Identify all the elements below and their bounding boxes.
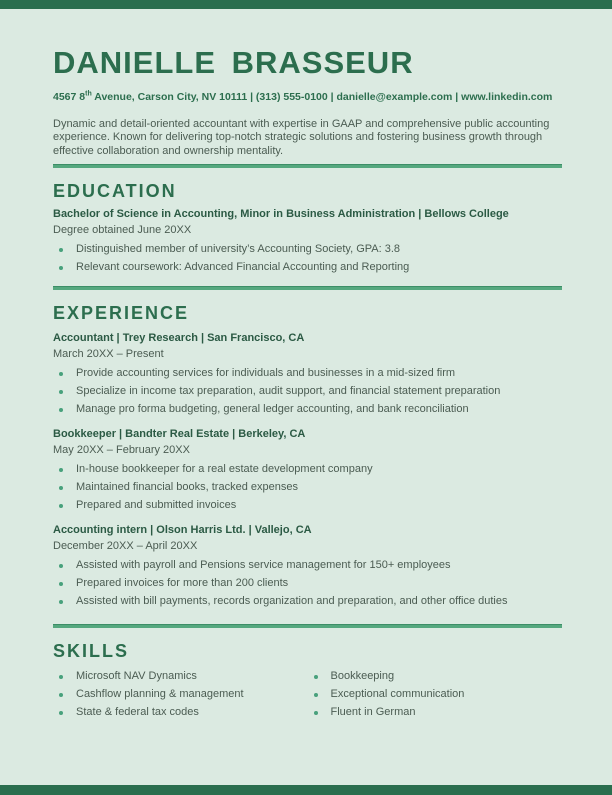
job-title: Accounting intern | Olson Harris Ltd. | Vallejo, CA — [53, 524, 312, 537]
bullet-text: Specialize in income tax preparation, audit support, and financial statement preparation — [76, 385, 501, 398]
top-accent-bar — [0, 0, 612, 9]
list-item — [59, 403, 562, 416]
bullet-text: Provide accounting services for individuals and businesses in a mid-sized firm — [76, 367, 456, 380]
list-item — [314, 706, 563, 719]
bullet-text: Maintained financial books, tracked expenses — [76, 481, 298, 494]
bullet-text: Manage pro forma budgeting, general ledger accounting, and bank reconciliation — [76, 403, 469, 416]
bullet-dot-icon — [59, 390, 63, 394]
list-item — [59, 670, 308, 683]
bullet-dot-icon — [314, 693, 318, 697]
bullet-dot-icon — [59, 408, 63, 412]
experience-entry — [53, 428, 562, 512]
job-bullet-list — [53, 463, 562, 512]
contact-address-part: 4567 8 — [53, 91, 86, 103]
list-item — [59, 559, 562, 572]
bullet-dot-icon — [59, 504, 63, 508]
bottom-accent-bar — [0, 785, 612, 795]
bullet-dot-icon — [59, 693, 63, 697]
bullet-dot-icon — [59, 468, 63, 472]
bullet-dot-icon — [314, 675, 318, 679]
job-bullet-list — [53, 367, 562, 416]
section-title-skills: SKILLS — [53, 641, 130, 662]
bullet-text: Prepared and submitted invoices — [76, 499, 237, 512]
list-item — [314, 688, 563, 701]
list-item — [314, 670, 563, 683]
section-divider — [53, 164, 562, 168]
list-item — [59, 688, 308, 701]
bullet-text: Relevant coursework: Advanced Financial Accounting and Reporting — [76, 261, 410, 274]
contact-ordinal-sup: th — [85, 90, 92, 98]
section-title-experience: EXPERIENCE — [53, 303, 190, 324]
list-item — [59, 385, 562, 398]
bullet-dot-icon — [59, 248, 63, 252]
contact-rest: Avenue, Carson City, NV 10111 | (313) 555-0100 | danielle@example.com | www.linkedin.com — [91, 91, 553, 103]
section-divider — [53, 624, 562, 628]
bullet-text: Microsoft NAV Dynamics — [76, 670, 197, 683]
contact-line — [53, 91, 562, 104]
bullet-dot-icon — [59, 486, 63, 490]
bullet-text: Exceptional communication — [330, 688, 465, 701]
bullet-text: Cashflow planning & management — [76, 688, 244, 701]
skills-left-column — [53, 670, 308, 719]
list-item — [59, 367, 562, 380]
list-item — [59, 577, 562, 590]
job-dates: May 20XX – February 20XX — [53, 444, 190, 457]
list-item — [59, 481, 562, 494]
bullet-dot-icon — [314, 711, 318, 715]
bullet-text: In-house bookkeeper for a real estate development company — [76, 463, 373, 476]
bullet-dot-icon — [59, 564, 63, 568]
bullet-text: Distinguished member of university’s Accounting Society, GPA: 3.8 — [76, 243, 401, 256]
bullet-dot-icon — [59, 582, 63, 586]
job-bullet-list — [53, 559, 562, 608]
list-item — [59, 463, 562, 476]
bullet-text: Assisted with bill payments, records organization and preparation, and other office duties — [76, 595, 508, 608]
bullet-text: Bookkeeping — [330, 670, 395, 683]
education-degree-title: Bachelor of Science in Accounting, Minor in Business Administration | Bellows College — [53, 208, 509, 221]
section-divider — [53, 286, 562, 290]
bullet-text: Fluent in German — [330, 706, 416, 719]
education-date: Degree obtained June 20XX — [53, 224, 192, 237]
education-bullet-list — [53, 243, 562, 274]
skills-columns — [53, 670, 562, 719]
bullet-dot-icon — [59, 600, 63, 604]
experience-entry — [53, 524, 562, 608]
list-item — [59, 706, 308, 719]
bullet-text: Assisted with payroll and Pensions service management for 150+ employees — [76, 559, 451, 572]
section-title-education: EDUCATION — [53, 181, 177, 202]
job-title: Bookkeeper | Bandter Real Estate | Berkeley, CA — [53, 428, 306, 441]
bullet-dot-icon — [59, 372, 63, 376]
bullet-text: State & federal tax codes — [76, 706, 199, 719]
list-item — [59, 243, 562, 256]
bullet-text: Prepared invoices for more than 200 clients — [76, 577, 289, 590]
experience-entry — [53, 332, 562, 416]
list-item — [59, 261, 562, 274]
skills-right-column — [308, 670, 563, 719]
job-dates: March 20XX – Present — [53, 348, 164, 361]
list-item — [59, 595, 562, 608]
list-item — [59, 499, 562, 512]
bullet-dot-icon — [59, 266, 63, 270]
bullet-dot-icon — [59, 675, 63, 679]
candidate-name: DANIELLE BRASSEUR — [53, 45, 414, 80]
job-dates: December 20XX – April 20XX — [53, 540, 198, 553]
summary-paragraph: Dynamic and detail-oriented accountant with expertise in GAAP and comprehensive public accounting experience. Known for delivering top-notch strategic solutions and fostering business growth through effective collaboration and ownership mentality. — [53, 118, 550, 157]
job-title: Accountant | Trey Research | San Francisco, CA — [53, 332, 305, 345]
bullet-dot-icon — [59, 711, 63, 715]
